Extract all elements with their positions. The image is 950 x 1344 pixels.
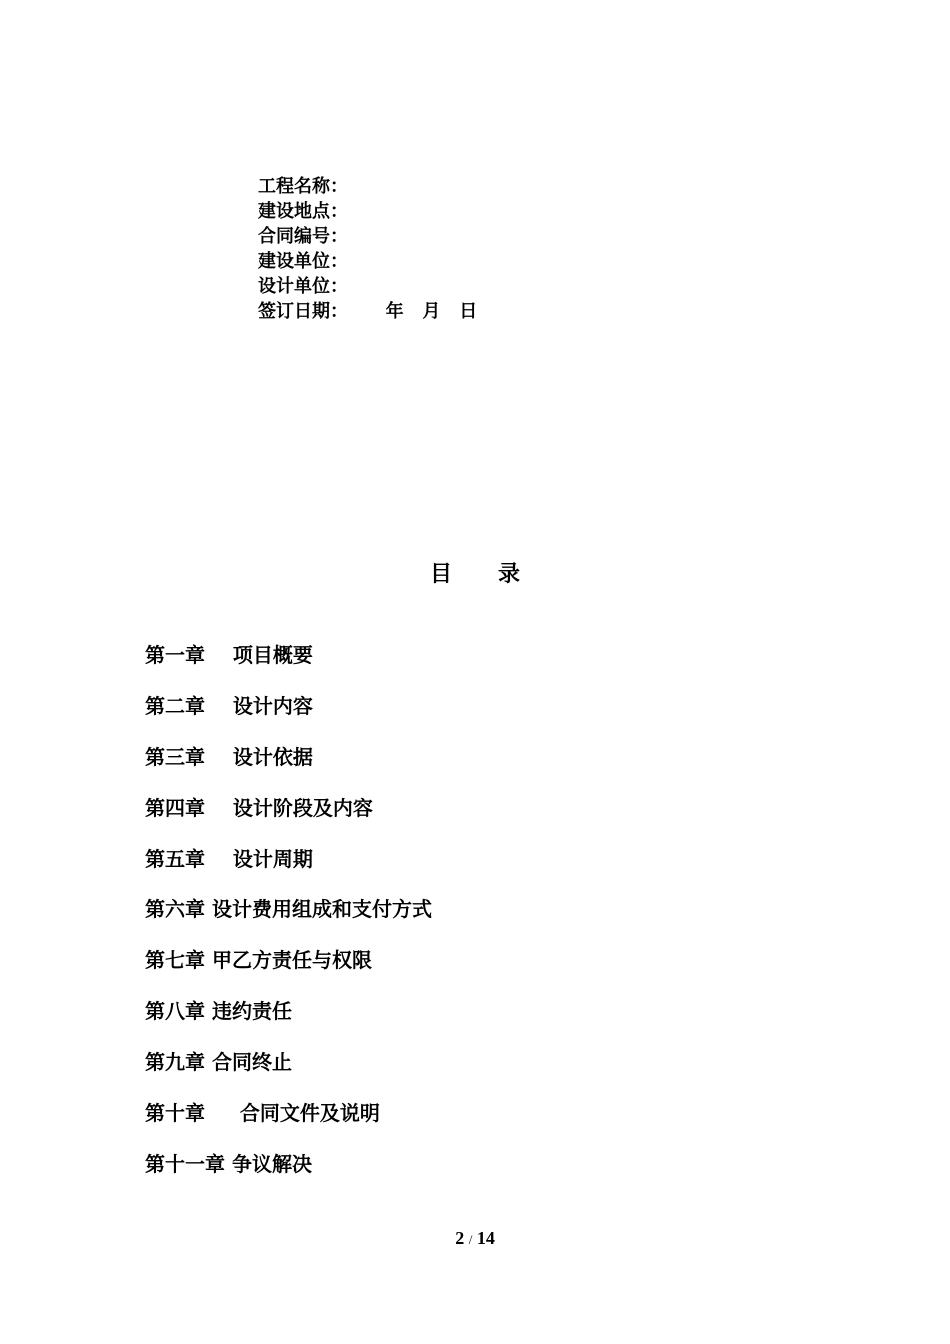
toc-title: 目 录 bbox=[430, 562, 520, 587]
current-page: 2 bbox=[455, 1228, 465, 1248]
toc-item-chapter-8: 第八章 违约责任 bbox=[145, 999, 292, 1024]
toc-item-chapter-5: 第五章 设计周期 bbox=[145, 846, 313, 871]
toc-item-chapter-6: 第六章 设计费用组成和支付方式 bbox=[145, 897, 432, 922]
toc-item-chapter-4: 第四章 设计阶段及内容 bbox=[145, 795, 373, 820]
toc-item-chapter-1: 第一章 项目概要 bbox=[145, 643, 313, 667]
construction-site-label: 建设地点： bbox=[258, 201, 348, 222]
page-number bbox=[0, 1226, 950, 1252]
toc-item-chapter-9: 第九章 合同终止 bbox=[145, 1050, 292, 1075]
toc-item-chapter-7: 第七章 甲乙方责任与权限 bbox=[145, 948, 372, 973]
toc-item-chapter-2: 第二章 设计内容 bbox=[145, 693, 313, 718]
toc-item-chapter-11: 第十一章 争议解决 bbox=[145, 1151, 312, 1176]
toc-list bbox=[145, 640, 432, 1200]
total-pages: 14 bbox=[476, 1228, 495, 1248]
contract-number-label: 合同编号： bbox=[258, 226, 348, 247]
signing-date-label: 签订日期： 年 月 日 bbox=[258, 301, 478, 322]
project-name-label: 工程名称： bbox=[258, 176, 348, 197]
construction-unit-label: 建设单位： bbox=[258, 251, 348, 272]
toc-item-chapter-10: 第十章 合同文件及说明 bbox=[145, 1101, 380, 1126]
contract-info-block bbox=[258, 174, 477, 324]
design-unit-label: 设计单位： bbox=[258, 276, 348, 297]
page-separator: / bbox=[468, 1232, 473, 1247]
toc-item-chapter-3: 第三章 设计依据 bbox=[145, 744, 313, 769]
